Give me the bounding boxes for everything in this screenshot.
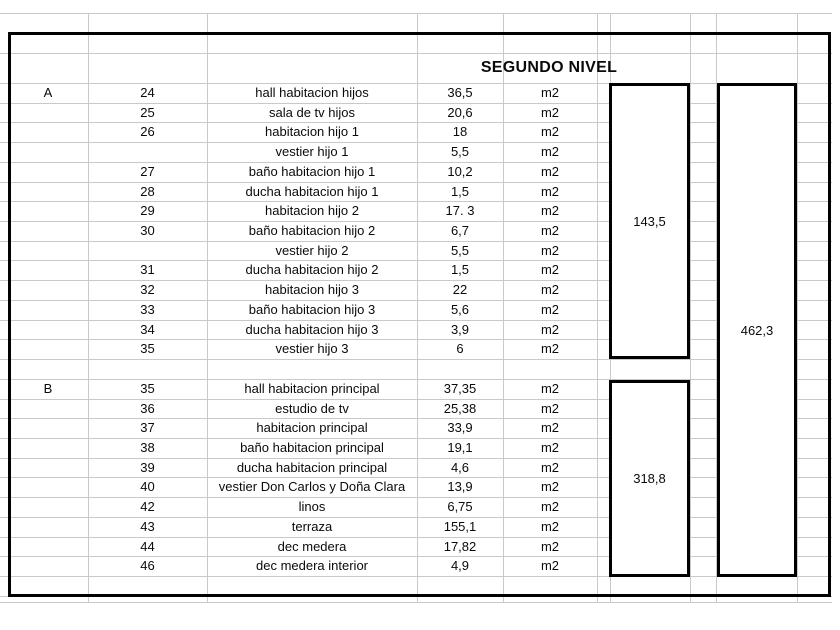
cell-room-number: 42 [140,499,155,515]
cell-room-number: 46 [140,558,155,574]
cell-room-number: 27 [140,163,155,179]
cell-room-name: ducha habitacion hijo 1 [245,183,379,199]
cell-room-name: ducha habitacion hijo 2 [245,262,379,278]
cell-room-name: hall habitacion hijos [255,85,369,100]
table-row [8,339,831,359]
cell-section-letter [8,300,88,320]
table-row [8,280,831,300]
cell-area-value: 4,6 [450,459,470,475]
table-row [8,162,831,182]
cell-section-letter [8,241,88,261]
cell-room-number: 44 [140,538,155,554]
cell-section-letter [8,182,88,202]
cell-room-name: ducha habitacion principal [236,459,388,475]
cell-section-letter: B [43,380,53,396]
cell-unit: m2 [540,301,560,317]
cell-section-letter [8,162,88,182]
cell-room-name: ducha habitacion hijo 3 [245,321,379,337]
cell-room-number: 38 [140,439,155,455]
cell-section-letter [8,260,88,280]
table-row [8,418,831,438]
cell-area-value: 25,38 [443,400,477,416]
cell-unit: m2 [540,144,560,160]
cell-unit: m2 [540,183,560,199]
cell-unit: m2 [540,420,560,436]
cell-unit: m2 [540,518,560,534]
cell-room-name: vestier hijo 3 [275,341,349,357]
cell-section-letter [8,122,88,142]
table-row [8,221,831,241]
cell-area-value: 19,1 [447,439,473,455]
subtotal-section-a-value: 143,5 [633,213,666,229]
cell-room-name: estudio de tv [275,400,349,416]
cell-section-letter [8,537,88,557]
cell-section-letter [8,280,88,300]
cell-room-name: linos [298,499,326,515]
table-row [8,103,831,123]
cell-area-value: 6 [456,341,464,357]
cell-unit: m2 [540,558,560,574]
cell-room-number [88,241,207,261]
table-row [8,241,831,261]
cell-room-name: baño habitacion hijo 2 [248,223,376,239]
table-row [8,142,831,162]
cell-room-number: 43 [140,518,155,534]
cell-area-value: 36,5 [447,85,473,100]
cell-room-name: habitacion hijo 3 [265,282,359,298]
cell-room-name: baño habitacion hijo 1 [248,163,376,179]
cell-room-name: vestier Don Carlos y Doña Clara [218,479,406,495]
cell-room-number [88,142,207,162]
cell-room-name: baño habitacion hijo 3 [248,301,376,317]
table-row [8,458,831,478]
cell-section-letter: A [43,85,53,100]
cell-room-name: dec medera [277,538,347,554]
cell-unit: m2 [540,163,560,179]
page-title: SEGUNDO NIVEL [480,59,618,76]
gridline-horizontal [0,13,832,14]
cell-room-name: habitacion hijo 1 [265,124,359,140]
cell-unit: m2 [540,538,560,554]
cell-unit: m2 [540,341,560,357]
subtotal-section-b-value: 318,8 [633,471,666,486]
cell-room-name: baño habitacion principal [240,439,384,455]
cell-room-name: dec medera interior [256,558,368,574]
cell-section-letter [8,339,88,359]
cell-room-number: 35 [140,341,155,357]
cell-area-value: 3,9 [450,321,470,337]
cell-room-name: hall habitacion principal [244,380,380,396]
cell-unit: m2 [540,321,560,337]
cell-unit: m2 [540,439,560,455]
cell-room-name: sala de tv hijos [269,104,355,120]
cell-unit: m2 [540,242,560,258]
table-row [8,556,831,576]
cell-room-name: terraza [291,518,333,534]
table-row [8,260,831,280]
cell-room-number: 29 [140,203,155,219]
cell-section-letter [8,497,88,517]
subtotal-box-section-a [609,83,690,359]
subtotal-box-section-b [609,380,690,577]
cell-section-letter [8,142,88,162]
cell-area-value: 18 [452,124,468,140]
cell-section-letter [8,556,88,576]
cell-room-name: vestier hijo 2 [275,242,349,258]
cell-unit: m2 [540,479,560,495]
grand-total-box [717,83,797,577]
cell-area-value: 6,7 [450,223,470,239]
cell-section-letter [8,320,88,340]
cell-unit: m2 [540,85,560,100]
cell-area-value: 155,1 [443,518,477,534]
cell-area-value: 10,2 [447,163,473,179]
cell-area-value: 4,9 [450,558,470,574]
cell-room-name: habitacion principal [256,420,368,436]
cell-section-letter [8,517,88,537]
cell-section-letter [8,477,88,497]
cell-room-number: 25 [140,104,155,120]
cell-unit: m2 [540,282,560,298]
cell-room-name: habitacion hijo 2 [265,203,359,219]
table-row [8,537,831,557]
table-row [8,399,831,419]
cell-area-value: 17. 3 [445,203,475,219]
cell-room-number: 34 [140,321,155,337]
table-row [8,379,831,399]
cell-unit: m2 [540,459,560,475]
cell-room-number: 28 [140,183,155,199]
cell-area-value: 20,6 [447,104,473,120]
table-row [8,122,831,142]
cell-section-letter [8,418,88,438]
table-row [8,182,831,202]
table-row [8,517,831,537]
cell-room-name: vestier hijo 1 [275,144,349,160]
cell-unit: m2 [540,400,560,416]
gridline-horizontal [0,602,832,603]
cell-unit: m2 [540,104,560,120]
cell-room-number: 32 [140,282,155,298]
cell-area-value: 1,5 [450,262,470,278]
cell-room-number: 26 [140,124,155,140]
cell-section-letter [8,103,88,123]
cell-area-value: 17,82 [443,538,477,554]
cell-area-value: 33,9 [447,420,473,436]
grand-total-value: 462,3 [740,322,774,338]
cell-room-number: 37 [140,420,155,436]
cell-room-number: 39 [140,459,155,475]
table-row [8,201,831,221]
table-row [8,300,831,320]
cell-section-letter [8,201,88,221]
cell-room-number: 31 [140,262,155,278]
cell-room-number: 24 [140,85,155,100]
table-row [8,477,831,497]
table-row [8,438,831,458]
cell-unit: m2 [540,124,560,140]
cell-section-letter [8,438,88,458]
cell-area-value: 5,5 [450,242,470,258]
cell-area-value: 37,35 [443,380,477,396]
cell-room-number: 33 [140,301,155,317]
cell-room-number: 30 [140,223,155,239]
cell-unit: m2 [540,262,560,278]
cell-unit: m2 [540,380,560,396]
cell-room-number: 40 [140,479,155,495]
table-row [8,497,831,517]
cell-section-letter [8,221,88,241]
cell-unit: m2 [540,203,560,219]
cell-unit: m2 [540,223,560,239]
cell-area-value: 5,6 [450,301,470,317]
cell-section-letter [8,458,88,478]
cell-area-value: 13,9 [447,479,473,495]
cell-room-number: 35 [140,380,155,396]
cell-unit: m2 [540,499,560,515]
cell-section-letter [8,399,88,419]
table-row [8,320,831,340]
cell-area-value: 6,75 [447,499,473,515]
cell-area-value: 5,5 [450,144,470,160]
cell-room-number: 36 [140,400,155,416]
table-row [8,83,831,103]
cell-area-value: 22 [452,282,468,298]
cell-area-value: 1,5 [450,183,470,199]
